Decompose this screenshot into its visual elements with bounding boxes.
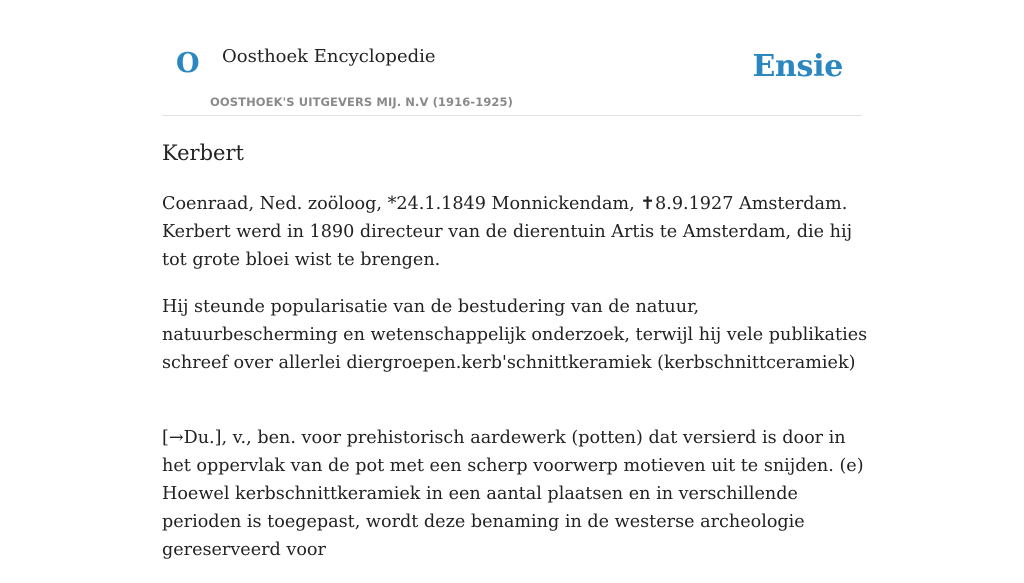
article-content bbox=[162, 136, 872, 583]
publisher-subtitle: OOSTHOEK'S UITGEVERS MIJ. N.V (1916-1925) bbox=[210, 95, 513, 109]
site-header bbox=[162, 0, 862, 116]
ensie-logo[interactable]: Ensie bbox=[752, 49, 843, 84]
article-paragraph: Hij steunde popularisatie van de bestudering van de natuur, natuurbescherming en wetenschappelijk onderzoek, terwijl hij vele publikaties schreef over allerlei diergroepen.kerb'schnittkeramiek (kerbschnittceramiek) bbox=[162, 297, 868, 373]
article-paragraph: Coenraad, Ned. zoöloog, *24.1.1849 Monnickendam, ✝8.9.1927 Amsterdam. Kerbert werd in 1890 directeur van de dierentuin Artis te Amsterdam, die hij tot grote bloei wist te brengen. bbox=[162, 194, 853, 270]
article-paragraph: [→Du.], v., ben. voor prehistorisch aardewerk (potten) dat versierd is door in het oppervlak van de pot met een scherp voorwerp motieven uit te snijden. (e) Hoewel kerbschnittkeramiek in een aantal plaatsen en in verschillende perioden is toegepast, wordt deze benaming in de westerse archeologie gereserveerd voor bbox=[162, 428, 864, 560]
logo-letter[interactable]: O bbox=[176, 48, 200, 79]
article-headword: Kerbert bbox=[162, 141, 244, 165]
site-title[interactable]: Oosthoek Encyclopedie bbox=[222, 46, 436, 67]
paragraph-spacer bbox=[162, 396, 872, 424]
